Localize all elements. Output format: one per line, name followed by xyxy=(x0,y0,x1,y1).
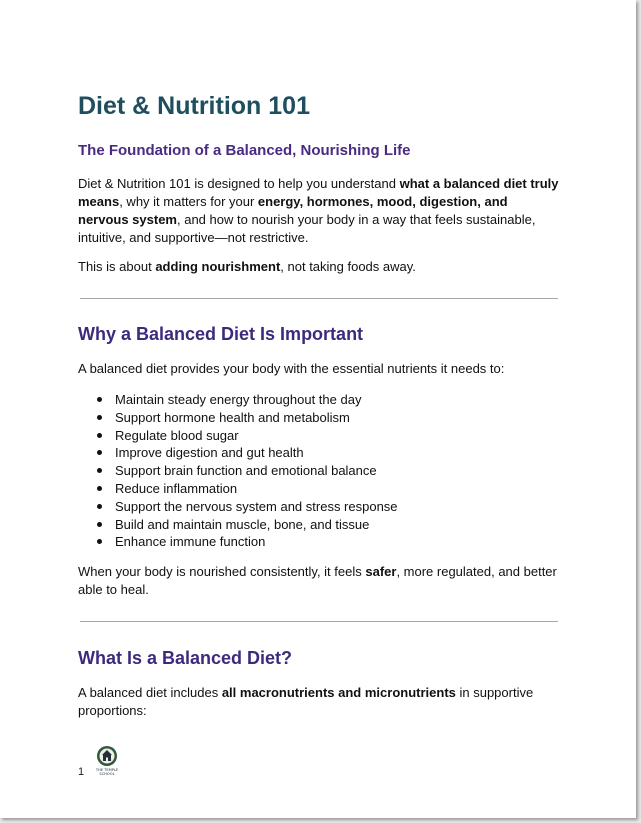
section-what-lead: A balanced diet includes all macronutrients and micronutrients in supportive proportions: xyxy=(78,685,534,718)
section-heading-what: What Is a Balanced Diet? xyxy=(78,648,293,668)
logo-wordmark: THE TEMPLE xyxy=(95,768,119,772)
page-number: 1 xyxy=(78,766,85,778)
page-subtitle: The Foundation of a Balanced, Nourishing Life xyxy=(78,142,411,159)
list-item: Support the nervous system and stress response xyxy=(78,498,560,516)
list-item: Enhance immune function xyxy=(78,533,560,551)
logo-wordmark: SCHOOL xyxy=(99,772,115,776)
list-item: Build and maintain muscle, bone, and tissue xyxy=(78,516,560,534)
temple-school-logo-icon xyxy=(93,745,121,777)
section-why-lead: A balanced diet provides your body with the essential nutrients it needs to: xyxy=(78,361,505,376)
section-divider xyxy=(80,621,558,622)
section-heading-why: Why a Balanced Diet Is Important xyxy=(78,324,364,344)
list-item: Improve digestion and gut health xyxy=(78,444,560,462)
list-item: Reduce inflammation xyxy=(78,480,560,498)
list-item: Support brain function and emotional balance xyxy=(78,462,560,480)
section-why-closing: When your body is nourished consistently, it feels safer, more regulated, and better able to heal. xyxy=(78,564,557,597)
list-item: Maintain steady energy throughout the day xyxy=(78,391,560,409)
section-divider xyxy=(80,298,558,299)
page-title: Diet & Nutrition 101 xyxy=(78,92,310,120)
benefits-list xyxy=(78,391,560,551)
list-item: Regulate blood sugar xyxy=(78,427,560,445)
list-item: Support hormone health and metabolism xyxy=(78,409,560,427)
intro-note: This is about adding nourishment, not taking foods away. xyxy=(78,259,416,274)
intro-paragraph: Diet & Nutrition 101 is designed to help you understand what a balanced diet truly means, why it matters for your energy, hormones, mood, digestion, and nervous system, and how to nourish your body in a way that feels sustainable, intuitive, and supportive—not restrictive. xyxy=(78,176,559,245)
